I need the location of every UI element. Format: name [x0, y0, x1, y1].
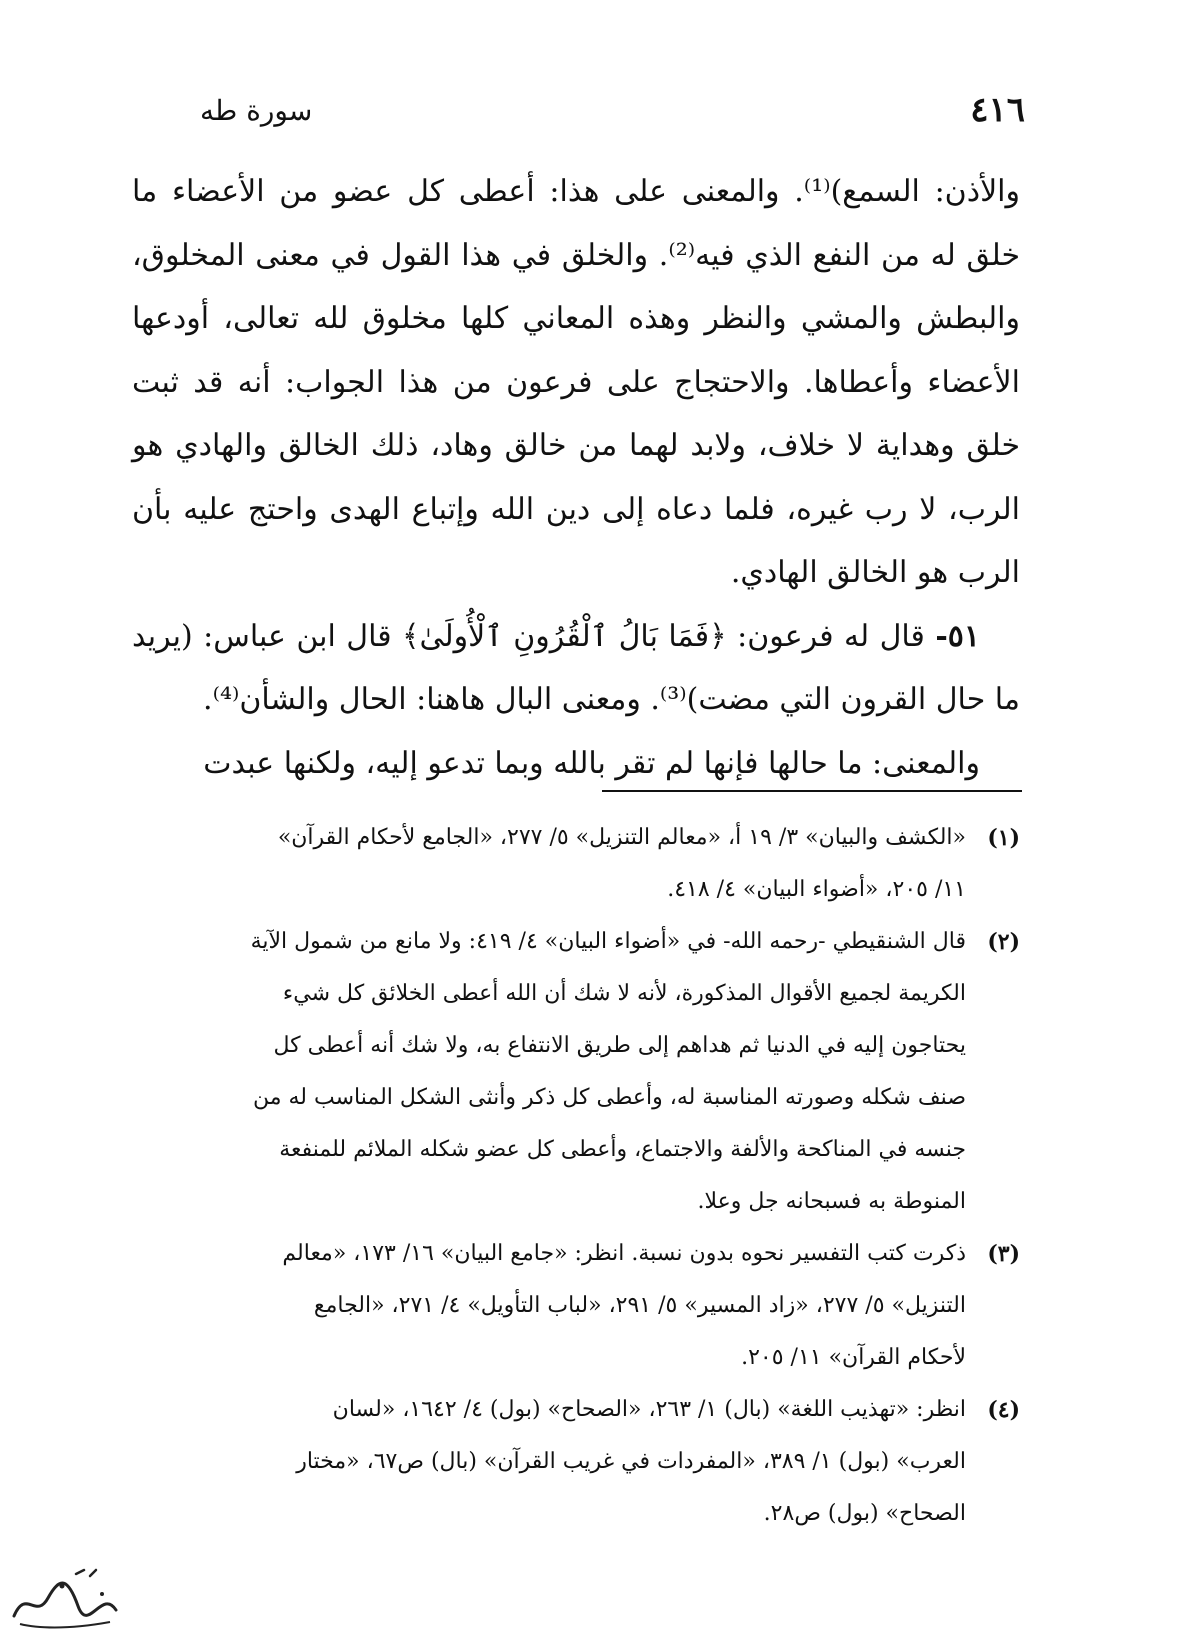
main-text: [132, 160, 1020, 795]
text-line: خلق له من النفع الذي فيه⁽²⁾. والخلق في هذا القول في معنى المخلوق،: [132, 237, 1021, 273]
surah-name: سورة طه: [200, 93, 313, 127]
footnote-line: التنزيل» ٥/ ٢٧٧، «زاد المسير» ٥/ ٢٩١، «لباب التأويل» ٤/ ٢٧١، «الجامع: [313, 1293, 966, 1318]
footnote-divider: [602, 790, 1022, 792]
text-line: والأذن: السمع)⁽¹⁾. والمعنى على هذا: أعطى كل عضو من الأعضاء ما: [132, 174, 1021, 209]
footnote-text: [126, 916, 966, 1228]
footnote-line: لأحكام القرآن» ١١/ ٢٠٥.: [741, 1345, 966, 1370]
footnote-3: [126, 1228, 1020, 1384]
footnote-label: (٤): [987, 1397, 1020, 1423]
footnote-line: صنف شكله وصورته المناسبة له، وأعطى كل ذكر وأنثى الشكل المناسب له من: [252, 1085, 966, 1110]
footnote-text: [126, 1384, 966, 1540]
text-line: هو الرب، لا رب غيره، فلما دعاه إلى دين الله وإتباع الهدى واحتج عليه: [132, 428, 1020, 527]
footnote-line: جنسه في المناكحة والألفة والاجتماع، وأعطى كل عضو شكله الملائم للمنفعة: [279, 1137, 966, 1162]
footnote-line: الصحاح» (بول) ص٢٨.: [763, 1501, 966, 1526]
text-line: والمعنى: ما حالها فإنها لم تقر بالله وبما تدعو إليه، ولكنها عبدت: [203, 745, 980, 781]
text-line: والبطش والمشي والنظر وهذه المعاني كلها مخلوق لله تعالى، أودعها: [132, 301, 1020, 336]
footnote-text: [126, 812, 966, 916]
page-header: [200, 85, 1025, 135]
page-number: ٤١٦: [970, 90, 1025, 130]
footnote-1: [126, 812, 1020, 916]
footnote-line: المنوطة به فسبحانه جل وعلا.: [697, 1189, 966, 1214]
text-line: قال له فرعون: ﴿فَمَا بَالُ ٱلْقُرُونِ ٱلْأُولَىٰ﴾ قال ابن عباس: (يريد: [132, 618, 925, 654]
paragraph-1: [132, 160, 1020, 605]
footnote-line: العرب» (بول) ١/ ٣٨٩، «المفردات في غريب القرآن» (بال) ص٦٧، «مختار: [296, 1449, 966, 1474]
footnote-line: الكريمة لجميع الأقوال المذكورة، لأنه لا شك أن الله أعطى الخلائق كل شيء: [282, 981, 966, 1006]
text-line: بأن الرب هو الخالق الهادي.: [132, 491, 1020, 590]
verse-paragraph: [132, 605, 1020, 732]
footnotes: [126, 812, 1020, 1540]
footnote-line: «الكشف والبيان» ٣/ ١٩ أ، «معالم التنزيل» ٥/ ٢٧٧، «الجامع لأحكام القرآن»: [277, 825, 966, 850]
text-line: الأعضاء وأعطاها. والاحتجاج على فرعون من هذا الجواب: أنه قد ثبت: [132, 364, 1020, 400]
footnote-label: (١): [987, 825, 1020, 851]
footnote-line: ١١/ ٢٠٥، «أضواء البيان» ٤/ ٤١٨.: [667, 877, 966, 902]
verse-number: ٥١-: [935, 618, 980, 654]
footnote-label: (٢): [987, 929, 1020, 955]
footnote-line: ذكرت كتب التفسير نحوه بدون نسبة. انظر: «جامع البيان» ١٦/ ١٧٣، «معالم: [282, 1241, 966, 1266]
footnote-4: [126, 1384, 1020, 1540]
footnote-line: يحتاجون إليه في الدنيا ثم هداهم إلى طريق الانتفاع به، ولا شك أنه أعطى كل: [273, 1033, 966, 1058]
text-line: ما حال القرون التي مضت)⁽³⁾. ومعنى البال هاهنا: الحال والشأن⁽⁴⁾.: [203, 682, 1020, 717]
footnote-2: [126, 916, 1020, 1228]
footnote-line: قال الشنقيطي -رحمه الله- في «أضواء البيان» ٤/ ٤١٩: ولا مانع من شمول الآية: [250, 929, 966, 954]
paragraph-3: [132, 732, 1020, 796]
text-line: خلق وهداية لا خلاف، ولابد لهما من خالق وهاد، ذلك الخالق والهادي: [175, 428, 1020, 463]
footnote-line: انظر: «تهذيب اللغة» (بال) ١/ ٢٦٣، «الصحاح» (بول) ٤/ ١٦٤٢، «لسان: [332, 1397, 966, 1422]
publisher-logo: [6, 1558, 124, 1638]
footnote-label: (٣): [987, 1241, 1020, 1267]
footnote-text: [126, 1228, 966, 1384]
